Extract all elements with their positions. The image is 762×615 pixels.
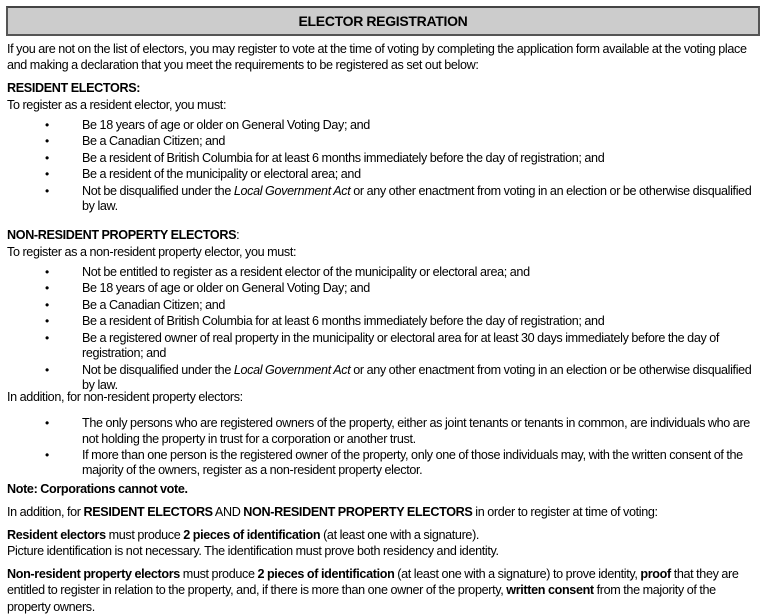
list-item: • Be a Canadian Citizen; and: [45, 134, 226, 149]
resident-heading: RESIDENT ELECTORS:: [7, 81, 141, 95]
nonresident-heading: NON-RESIDENT PROPERTY ELECTORS:: [7, 228, 240, 242]
bullet-icon: •: [45, 297, 49, 312]
bullet-icon: •: [45, 167, 49, 182]
list-item: • Be a registered owner of real property in the municipality or electoral area for at least 30 days immediately before the day of registration; and: [45, 330, 720, 361]
bullet-icon: •: [45, 117, 49, 132]
act-name: Local Government Act: [233, 183, 351, 198]
addition-list: [7, 416, 759, 478]
bullet-icon: •: [45, 314, 49, 329]
corporations-note: Note: Corporations cannot vote.: [7, 482, 188, 496]
list-item: • Be 18 years of age or older on General Voting Day; and: [45, 117, 370, 132]
addition-section: [7, 389, 759, 480]
act-name: Local Government Act: [233, 362, 351, 377]
nonresident-id-paragraph: Non-resident property electors must produce 2 pieces of identification (at least one with a signature) to prove identity, proof that they are entitled to register in relation to the property, and, if there is more than one owner of the property, written consent from the majority of the property owners.: [7, 567, 739, 614]
list-item: • The only persons who are registered owners of the property, either as joint tenants or tenants in common, are individuals who are not holding the property in trust for a corporation or another trust.: [45, 416, 750, 446]
time-of-voting-paragraph: In addition, for RESIDENT ELECTORS AND NON-RESIDENT PROPERTY ELECTORS in order to register at time of voting:: [7, 505, 658, 519]
list-item: • Be a resident of British Columbia for at least 6 months immediately before the day of registration; and: [45, 314, 605, 329]
addition-lead: In addition, for non-resident property electors:: [7, 390, 243, 404]
list-item: • If more than one person is the registered owner of the property, only one of those individuals may, with the written consent of the majority of the owners, register as a non-resident property elector.: [45, 448, 743, 478]
bullet-icon: •: [45, 362, 49, 377]
bullet-icon: •: [45, 150, 49, 165]
list-item: • Be 18 years of age or older on General Voting Day; and: [45, 281, 370, 296]
resident-section: [7, 80, 759, 216]
list-item: • Not be disqualified under the Local Government Act or any other enactment from voting in an election or be otherwise disqualified by law.: [45, 183, 752, 214]
resident-lead: To register as a resident elector, you must:: [7, 98, 227, 113]
bullet-icon: •: [45, 183, 49, 198]
resident-id-paragraph: Resident electors must produce 2 pieces of identification (at least one with a signature). Picture identification is not necessary. The identification must prove both residency and identity.: [7, 528, 499, 559]
bullet-icon: •: [45, 416, 49, 431]
bullet-icon: •: [45, 134, 49, 149]
bullet-icon: •: [45, 281, 49, 296]
bullet-icon: •: [45, 330, 49, 345]
list-item: • Be a resident of the municipality or electoral area; and: [45, 167, 361, 182]
bullet-icon: •: [45, 448, 49, 463]
list-item: • Not be disqualified under the Local Government Act or any other enactment from voting in an election or be otherwise disqualified by law.: [45, 362, 752, 392]
list-item: • Not be entitled to register as a resident elector of the municipality or electoral area; and: [45, 264, 530, 279]
page-title: ELECTOR REGISTRATION: [298, 13, 468, 29]
nonresident-lead: To register as a non-resident property elector, you must:: [7, 245, 297, 260]
nonresident-requirements-list: [7, 265, 759, 394]
intro-paragraph: If you are not on the list of electors, you may register to vote at the time of voting by completing the application form available at the voting place and making a declaration that you meet the requirements to be registered as set out below:: [7, 42, 747, 73]
nonresident-section: [7, 227, 759, 395]
bullet-icon: •: [45, 264, 49, 279]
resident-requirements-list: [7, 118, 759, 215]
title-banner: [6, 6, 760, 36]
list-item: • Be a Canadian Citizen; and: [45, 297, 226, 312]
list-item: • Be a resident of British Columbia for at least 6 months immediately before the day of registration; and: [45, 150, 605, 165]
